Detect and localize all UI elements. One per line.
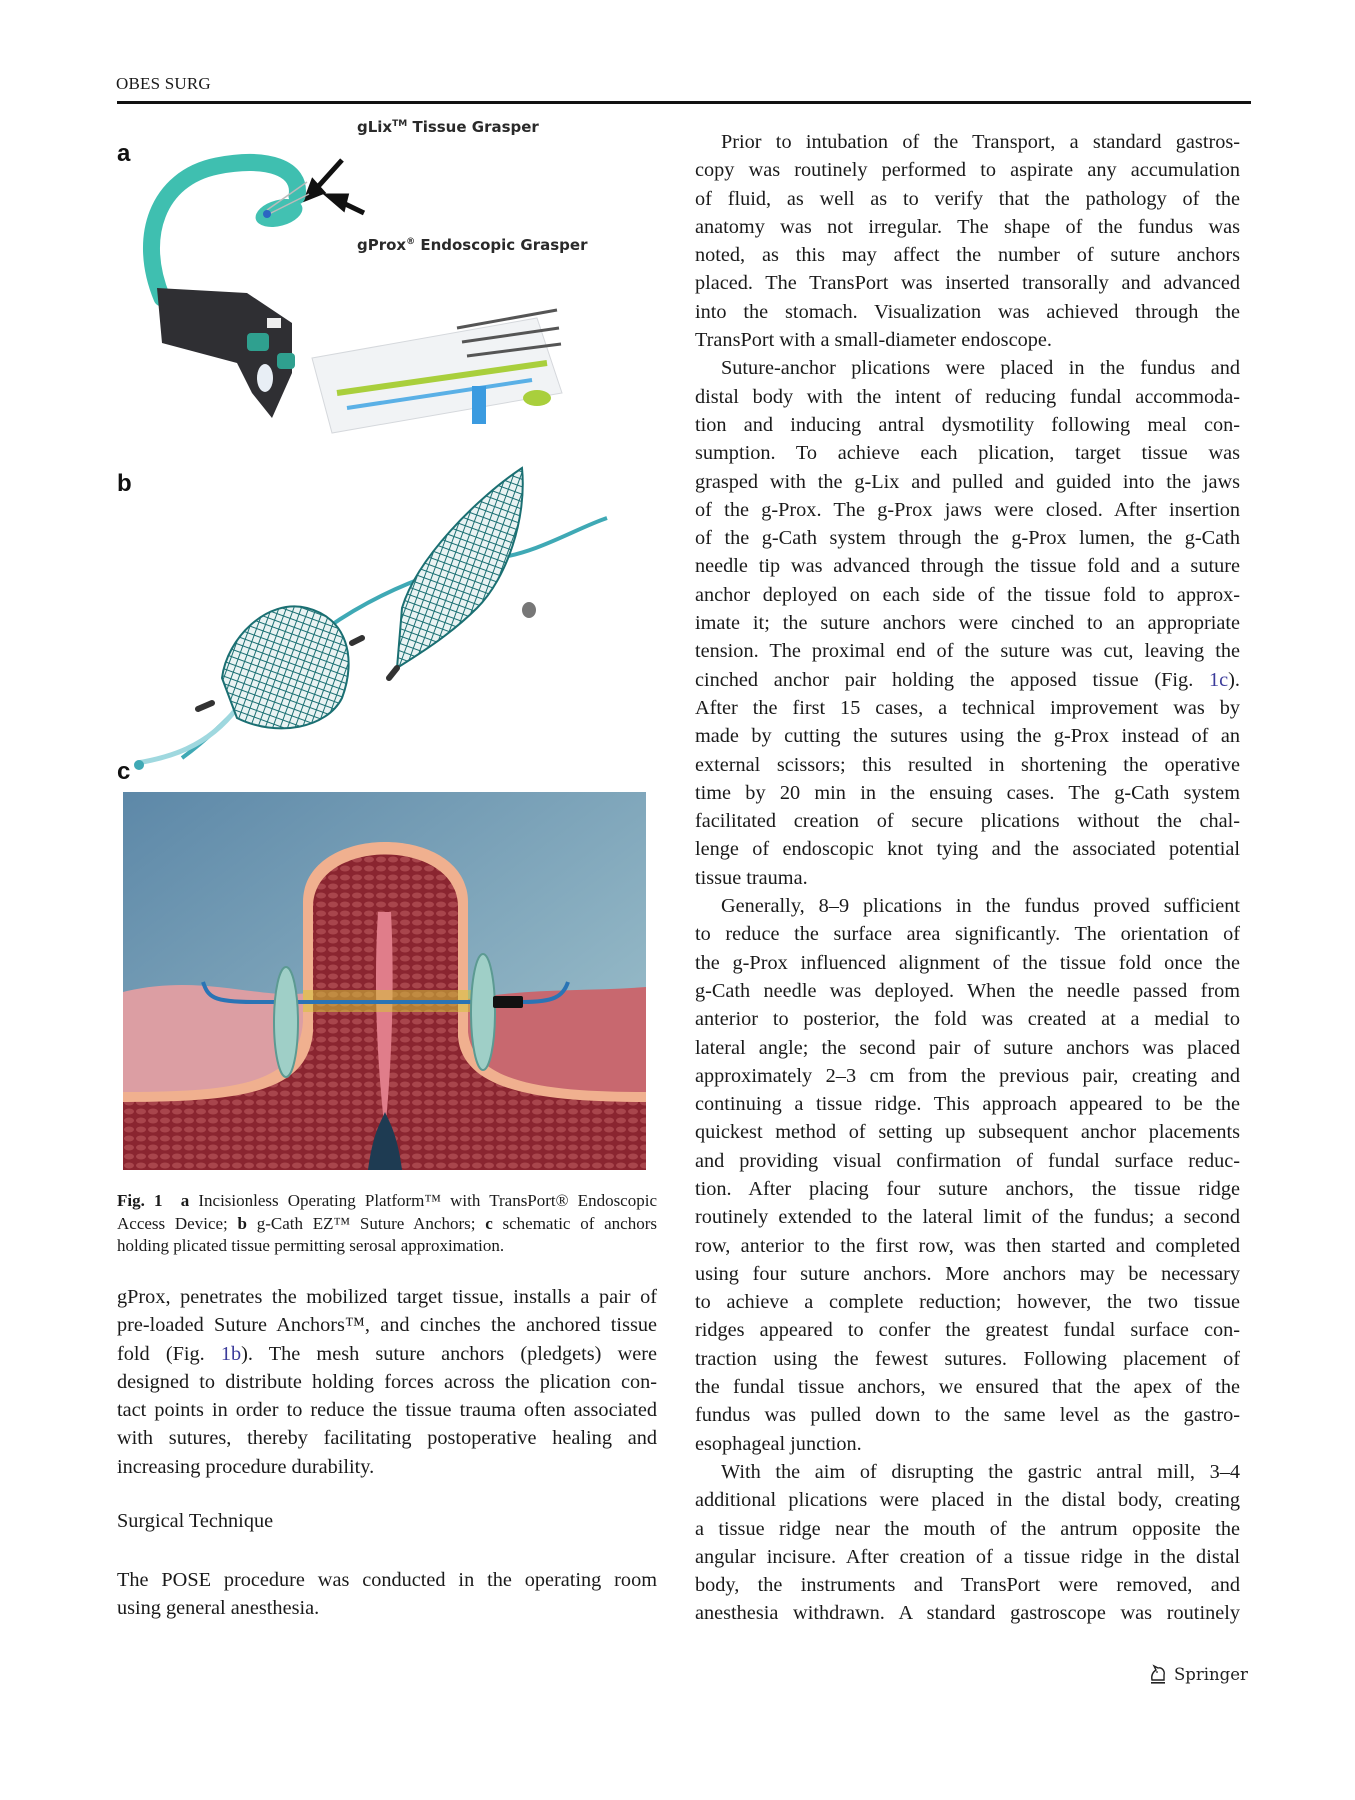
text-line: to reduce the surface area significantly. The orientation of: [695, 923, 1240, 946]
device-photo-illustration: [117, 118, 662, 448]
text-line: into the stomach. Visualization was achieved through the: [695, 300, 1240, 323]
text-line: using four suture anchors. More anchors may be necessary: [695, 1262, 1240, 1285]
text-line: With the aim of disrupting the gastric antral mill, 3–4: [721, 1460, 1240, 1483]
text-line: tion. After placing four suture anchors, the tissue ridge: [695, 1177, 1240, 1200]
plication-schematic-illustration: [123, 792, 646, 1170]
text-line: additional plications were placed in the distal body, creating: [695, 1489, 1240, 1512]
text-line: The POSE procedure was conducted in the operating room: [117, 1569, 657, 1591]
text-line: placed. The TransPort was inserted transorally and advanced: [695, 272, 1240, 295]
text-line: Suture-anchor plications were placed in the fundus and: [721, 357, 1240, 380]
figure-reference-link[interactable]: 1c: [1209, 668, 1229, 691]
text-line: anesthesia withdrawn. A standard gastroscope was routinely: [695, 1602, 1240, 1625]
text-line: the g-Prox influenced alignment of the tissue fold once the: [695, 951, 1240, 974]
section-body: [117, 1566, 657, 1623]
text-line: to achieve a complete reduction; however, the two tissue: [695, 1291, 1240, 1314]
text-line: sumption. To achieve each plication, target tissue was: [695, 442, 1240, 465]
text-line: a tissue ridge near the mouth of the antrum opposite the: [695, 1517, 1240, 1540]
figure-1: [117, 118, 662, 1173]
springer-horse-icon: [1148, 1663, 1168, 1685]
text-line: fundus was pulled down to the same level as the gastro-: [695, 1404, 1240, 1427]
caption-fig-label: Fig. 1: [117, 1191, 163, 1210]
text-line: and providing visual confirmation of fundal surface reduc-: [695, 1149, 1240, 1172]
text-line: esophageal junction.: [695, 1432, 862, 1455]
callout-glix: gLix™ Tissue Grasper: [357, 118, 539, 136]
text-line: ridges appeared to confer the greatest fundal surface con-: [695, 1319, 1240, 1342]
text-line: approximately 2–3 cm from the previous pair, creating and: [695, 1064, 1240, 1087]
text-line: needle tip was advanced through the tissue fold and a suture: [695, 555, 1240, 578]
panel-label-c: c: [117, 758, 131, 785]
text-line: tissue trauma.: [695, 866, 808, 889]
text-line: the fundal tissue anchors, we ensured that the apex of the: [695, 1376, 1240, 1399]
figure-caption: Fig. 1 a Incisionless Operating Platform™ with TransPort® Endoscopic Access Device; b g-Cath EZ™ Suture Anchors; c schematic of anchors holding plicated tissue permitting serosal approximation.: [117, 1191, 657, 1255]
text-line: gProx, penetrates the mobilized target tissue, installs a pair of: [117, 1286, 657, 1308]
text-line: of the g-Prox. The g-Prox jaws were closed. After insertion: [695, 498, 1240, 521]
text-line: lenge of endoscopic knot tying and the associated potential: [695, 838, 1240, 861]
text-line: increasing procedure durability.: [117, 1455, 375, 1478]
figure-reference-link[interactable]: 1b: [220, 1342, 242, 1365]
text-line: Generally, 8–9 plications in the fundus proved sufficient: [721, 895, 1240, 918]
text-line: with sutures, thereby facilitating postoperative healing and: [117, 1427, 657, 1450]
text-line: routinely extended to the lateral limit of the fundus; a second: [695, 1206, 1240, 1229]
text-line: anatomy was not irregular. The shape of the fundus was: [695, 215, 1240, 238]
text-line: body, the instruments and TransPort were removed, and: [695, 1574, 1240, 1597]
text-line: imate it; the suture anchors were cinched to an appropriate: [695, 612, 1240, 635]
text-line: Prior to intubation of the Transport, a standard gastros-: [721, 131, 1240, 153]
text-line: row, anterior to the first row, was then started and completed: [695, 1234, 1240, 1257]
text-line: g-Cath needle was deployed. When the needle passed from: [695, 979, 1240, 1002]
text-line: lateral angle; the second pair of suture anchors was placed: [695, 1036, 1240, 1059]
text-line: quickest method of setting up subsequent anchor placements: [695, 1121, 1240, 1144]
text-line: angular incisure. After creation of a tissue ridge in the distal: [695, 1545, 1240, 1568]
text-line: of the g-Cath system through the g-Prox lumen, the g-Cath: [695, 527, 1240, 550]
text-line: anchor deployed on each side of the tissue fold to approx-: [695, 583, 1240, 606]
text-line: noted, as this may affect the number of suture anchors: [695, 244, 1240, 267]
text-line: distal body with the intent of reducing fundal accommoda-: [695, 385, 1240, 408]
right-column-body: [695, 128, 1240, 1628]
text-line: of fluid, as well as to verify that the pathology of the: [695, 187, 1240, 210]
text-line: TransPort with a small-diameter endoscope.: [695, 329, 1052, 352]
text-line: using general anesthesia.: [117, 1597, 320, 1620]
panel-label-a: a: [117, 140, 131, 167]
running-head: OBES SURG: [116, 74, 211, 93]
text-line: designed to distribute holding forces across the plication con-: [117, 1370, 657, 1393]
text-line: traction using the fewest sutures. Following placement of: [695, 1347, 1240, 1370]
arrow-icon: [307, 160, 364, 213]
text-line: time by 20 min in the ensuing cases. The g-Cath system: [695, 781, 1240, 804]
text-line: After the first 15 cases, a technical improvement was by: [695, 696, 1240, 719]
text-line: made by cutting the sutures using the g-Prox instead of an: [695, 725, 1240, 748]
text-line: fold (Fig. 1b). The mesh suture anchors (pledgets) were: [117, 1342, 657, 1365]
text-line: external scissors; this resulted in shortening the operative: [695, 753, 1240, 776]
text-line: tension. The proximal end of the suture was cut, leaving the: [695, 640, 1240, 663]
left-column-body: [117, 1283, 657, 1481]
text-line: tact points in order to reduce the tissue trauma often associated: [117, 1399, 657, 1422]
header-rule: [117, 101, 1251, 104]
text-line: tion and inducing antral dysmotility following meal con-: [695, 413, 1240, 436]
publisher-name: Springer: [1174, 1664, 1248, 1684]
text-line: pre-loaded Suture Anchors™, and cinches the anchored tissue: [117, 1314, 657, 1337]
text-line: grasped with the g-Lix and pulled and guided into the jaws: [695, 470, 1240, 493]
text-line: anterior to posterior, the fold was created at a medial to: [695, 1008, 1240, 1031]
text-line: copy was routinely performed to aspirate any accumulation: [695, 159, 1240, 182]
text-line: cinched anchor pair holding the apposed tissue (Fig. 1c).: [695, 668, 1240, 691]
publisher-logo: [1148, 1663, 1248, 1685]
suture-anchors-illustration: [117, 458, 662, 788]
text-line: facilitated creation of secure plications without the chal-: [695, 810, 1240, 833]
section-heading: Surgical Technique: [117, 1510, 274, 1532]
callout-gprox: gProx® Endoscopic Grasper: [357, 236, 588, 254]
panel-label-b: b: [117, 470, 132, 497]
text-line: continuing a tissue ridge. This approach appeared to be the: [695, 1093, 1240, 1116]
